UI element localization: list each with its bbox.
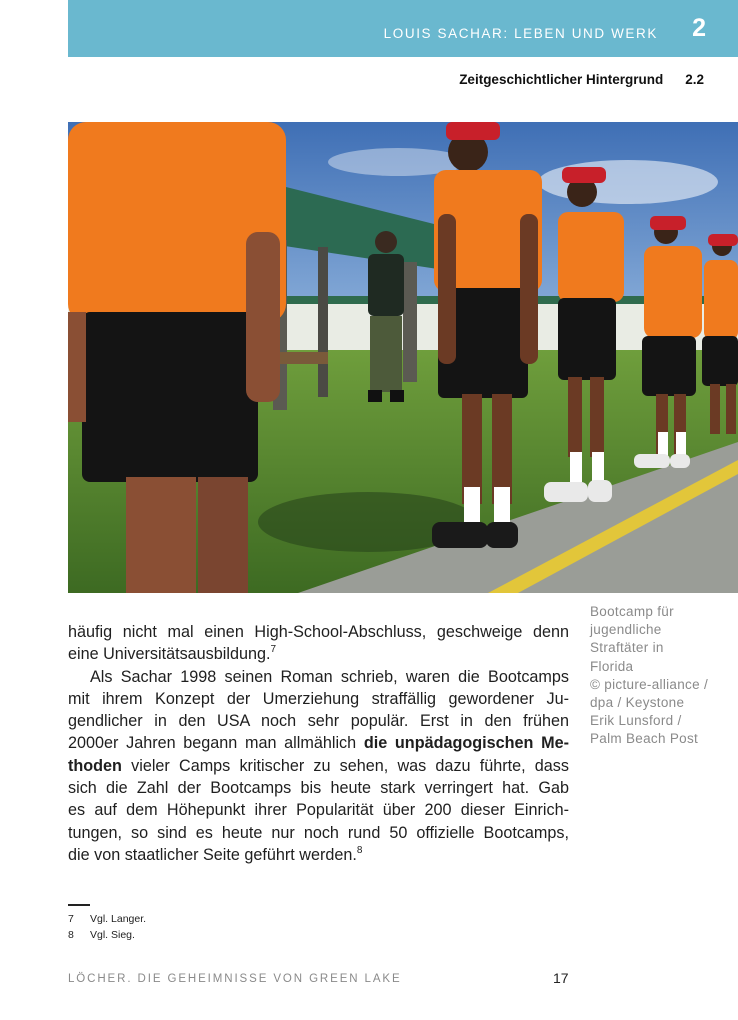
chapter-number: 2 (692, 14, 706, 42)
footnote-text: Vgl. Sieg. (90, 929, 135, 941)
footnote (68, 927, 146, 943)
caption-line: Erik Lunsford / (590, 713, 682, 729)
chapter-title: LOUIS SACHAR: LEBEN UND WERK (383, 26, 658, 41)
text-span: 2000er Jahren begann man allmählich (68, 734, 364, 753)
caption-line: Florida (590, 658, 634, 674)
section-heading (459, 72, 704, 87)
text-line (68, 755, 569, 777)
text-span: vieler Camps kritischer zu sehen, was dazu führte, dass (121, 756, 569, 775)
photo-caption (590, 603, 730, 749)
text-line: mit ihrem Konzept der Umerziehung straffällig gewordener Ju- (68, 689, 569, 708)
text-line: sich die Zahl der Bootcamps bis heute stark verringert hat. Gab (68, 779, 569, 798)
text-line (68, 643, 569, 665)
text-line: häufig nicht mal einen High-School-Abschluss, geschweige denn (68, 623, 569, 641)
footnote-number: 7 (68, 913, 74, 925)
footnote-ref-8: 8 (356, 844, 363, 856)
text-line (68, 844, 569, 866)
caption-line: dpa / Keystone (590, 695, 685, 711)
text-line (68, 732, 569, 754)
footnote (68, 911, 146, 927)
text-line: tungen, so sind es heute nur noch rund 50 offizielle Bootcamps, (68, 823, 569, 842)
text-line: Als Sachar 1998 seinen Roman schrieb, waren die Bootcamps (90, 667, 569, 686)
section-title: Zeitgeschichtlicher Hintergrund (459, 72, 664, 87)
caption-line: Palm Beach Post (590, 731, 699, 747)
emphasis: thoden (68, 756, 122, 775)
photo-illustration (68, 122, 738, 593)
caption-line: Bootcamp für (590, 604, 674, 619)
text-span: eine Universitätsausbildung. (68, 645, 271, 664)
footnote-number: 8 (68, 929, 74, 941)
section-number: 2.2 (685, 72, 704, 87)
text-line: es auf dem Höhepunkt ihrer Popularität über 200 dieser Einrich- (68, 801, 569, 820)
caption-line: Straftäter in (590, 640, 664, 656)
drill-instructor (368, 231, 404, 402)
header-band (68, 0, 738, 57)
footnote-divider (68, 904, 90, 906)
photo-bootcamp (68, 122, 738, 593)
page-number: 17 (553, 970, 569, 986)
footnotes (68, 911, 146, 943)
footnote-ref-7: 7 (270, 643, 277, 655)
text-line: gendlicher in den USA noch sehr populär. Erst in den frühen (68, 712, 569, 731)
running-footer: LÖCHER. DIE GEHEIMNISSE VON GREEN LAKE (68, 973, 402, 985)
emphasis: die unpädagogischen Me- (363, 734, 569, 753)
caption-line: jugendliche (590, 622, 662, 638)
text-span: die von staatlicher Seite geführt werden. (68, 845, 357, 864)
caption-line: © picture-alliance / (590, 676, 708, 692)
footnote-text: Vgl. Langer. (90, 913, 147, 925)
body-text (68, 621, 569, 866)
